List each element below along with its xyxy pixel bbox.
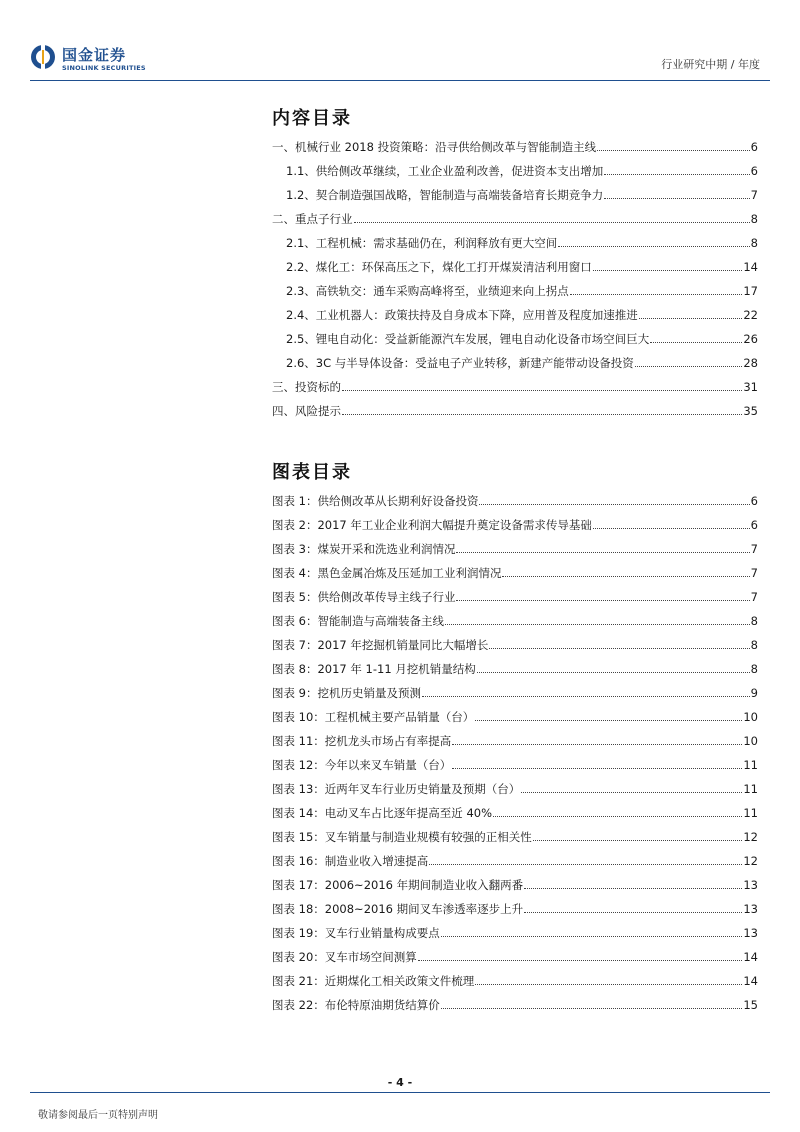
dot-leader [441, 1008, 743, 1009]
page-header [0, 0, 800, 84]
entry-title: 图表 21：近期煤化工相关政策文件梳理 [272, 974, 475, 988]
dot-leader [533, 840, 743, 841]
entry-page: 26 [743, 332, 758, 346]
entry-page: 11 [743, 806, 758, 820]
figure-entry[interactable] [272, 868, 758, 892]
entry-title: 1.1、供给侧改革继续，工业企业盈利改善，促进资本支出增加 [286, 164, 604, 178]
figure-entry[interactable] [272, 964, 758, 988]
entry-page: 14 [743, 974, 758, 988]
entry-title: 图表 8：2017 年 1-11 月挖机销量结构 [272, 662, 476, 676]
footer-divider [30, 1092, 770, 1093]
entry-page: 6 [750, 140, 758, 154]
dot-leader [418, 960, 743, 961]
entry-title: 四、风险提示 [272, 404, 341, 418]
entry-title: 2.6、3C 与半导体设备：受益电子产业转移，新建产能带动设备投资 [286, 356, 634, 370]
dot-leader [521, 792, 742, 793]
dot-leader [479, 504, 749, 505]
entry-page: 12 [743, 854, 758, 868]
figure-entry[interactable] [272, 844, 758, 868]
entry-page: 22 [743, 308, 758, 322]
entry-title: 图表 3：煤炭开采和洗选业利润情况 [272, 542, 456, 556]
entry-title: 2.4、工业机器人：政策扶持及自身成本下降，应用普及程度加速推进 [286, 308, 638, 322]
dot-leader [441, 936, 743, 937]
entry-title: 图表 14：电动叉车占比逐年提高至近 40% [272, 806, 493, 820]
entry-page: 13 [743, 902, 758, 916]
figure-entry[interactable] [272, 508, 758, 532]
entry-page: 7 [750, 566, 758, 580]
entry-title: 图表 1：供给侧改革从长期利好设备投资 [272, 494, 479, 508]
entry-title: 图表 9：挖机历史销量及预测 [272, 686, 421, 700]
contents-entry[interactable] [272, 154, 758, 178]
entry-title: 图表 7：2017 年挖掘机销量同比大幅增长 [272, 638, 489, 652]
entry-title: 图表 4：黑色金属冶炼及压延加工业利润情况 [272, 566, 502, 580]
entry-title: 图表 20：叉车市场空间测算 [272, 950, 417, 964]
entry-page: 10 [743, 734, 758, 748]
entry-title: 图表 18：2008~2016 期间叉车渗透率逐步上升 [272, 902, 524, 916]
figure-entry[interactable] [272, 556, 758, 580]
entry-page: 6 [750, 164, 758, 178]
dot-leader [635, 366, 743, 367]
figure-entry[interactable] [272, 916, 758, 940]
dot-leader [475, 984, 742, 985]
entry-page: 31 [743, 380, 758, 394]
figure-entry[interactable] [272, 532, 758, 556]
contents-entry[interactable] [272, 202, 758, 226]
entry-page: 28 [743, 356, 758, 370]
entry-title: 一、机械行业 2018 投资策略：沿寻供给侧改革与智能制造主线 [272, 140, 597, 154]
entry-page: 6 [750, 494, 758, 508]
figure-entry[interactable] [272, 748, 758, 772]
figure-entry[interactable] [272, 580, 758, 604]
entry-page: 12 [743, 830, 758, 844]
sinolink-logo-icon [30, 44, 56, 70]
entry-page: 14 [743, 950, 758, 964]
entry-page: 13 [743, 878, 758, 892]
entry-title: 图表 13：近两年叉车行业历史销量及预期（台） [272, 782, 521, 796]
dot-leader [452, 744, 742, 745]
figure-entry[interactable] [272, 988, 758, 1012]
contents-entry[interactable] [272, 322, 758, 346]
entry-page: 8 [750, 614, 758, 628]
figure-entry[interactable] [272, 652, 758, 676]
contents-title: 内容目录 [272, 108, 352, 129]
contents-entry[interactable] [272, 370, 758, 394]
entry-title: 2.1、工程机械：需求基础仍在，利润释放有更大空间 [286, 236, 558, 250]
dot-leader [477, 672, 750, 673]
entry-title: 二、重点子行业 [272, 212, 353, 226]
figure-entry[interactable] [272, 772, 758, 796]
figure-entry[interactable] [272, 820, 758, 844]
dot-leader [604, 174, 749, 175]
figure-entry[interactable] [272, 604, 758, 628]
dot-leader [456, 552, 749, 553]
entry-page: 7 [750, 542, 758, 556]
entry-title: 1.2、契合制造强国战略，智能制造与高端装备培育长期竞争力 [286, 188, 604, 202]
entry-page: 10 [743, 710, 758, 724]
disclaimer-note: 敬请参阅最后一页特别声明 [38, 1110, 158, 1121]
contents-entry[interactable] [272, 274, 758, 298]
entry-page: 11 [743, 758, 758, 772]
contents-entry[interactable] [272, 394, 758, 418]
entry-title: 2.3、高铁轨交：通车采购高峰将至，业绩迎来向上拐点 [286, 284, 569, 298]
report-type: 行业研究中期 / 年度 [661, 58, 760, 71]
entry-title: 图表 15：叉车销量与制造业规模有较强的正相关性 [272, 830, 532, 844]
dot-leader [593, 270, 743, 271]
entry-page: 8 [750, 662, 758, 676]
figure-entry[interactable] [272, 796, 758, 820]
entry-page: 7 [750, 188, 758, 202]
dot-leader [456, 600, 749, 601]
entry-title: 三、投资标的 [272, 380, 341, 394]
entry-page: 15 [743, 998, 758, 1012]
entry-title: 图表 11：挖机龙头市场占有率提高 [272, 734, 452, 748]
contents-entry[interactable] [272, 178, 758, 202]
dot-leader [524, 888, 742, 889]
contents-entry[interactable] [272, 250, 758, 274]
dot-leader [604, 198, 749, 199]
dot-leader [489, 648, 749, 649]
entry-page: 9 [750, 686, 758, 700]
dot-leader [354, 222, 750, 223]
dot-leader [342, 414, 742, 415]
dot-leader [502, 576, 749, 577]
figure-entry[interactable] [272, 724, 758, 748]
dot-leader [429, 864, 742, 865]
figure-entry[interactable] [272, 484, 758, 508]
entry-title: 图表 12：今年以来叉车销量（台） [272, 758, 452, 772]
logo-english-name: SINOLINK SECURITIES [62, 64, 146, 72]
dot-leader [445, 624, 750, 625]
entry-page: 11 [743, 782, 758, 796]
entry-title: 图表 5：供给侧改革传导主线子行业 [272, 590, 456, 604]
entry-page: 17 [743, 284, 758, 298]
entry-title: 图表 10：工程机械主要产品销量（台） [272, 710, 475, 724]
dot-leader [493, 816, 742, 817]
entry-page: 7 [750, 590, 758, 604]
dot-leader [593, 528, 750, 529]
entry-title: 图表 22：布伦特原油期货结算价 [272, 998, 440, 1012]
entry-page: 8 [750, 638, 758, 652]
dot-leader [558, 246, 749, 247]
entry-title: 图表 19：叉车行业销量构成要点 [272, 926, 440, 940]
contents-entry[interactable] [272, 346, 758, 370]
dot-leader [570, 294, 743, 295]
entry-title: 2.2、煤化工：环保高压之下，煤化工打开煤炭清洁利用窗口 [286, 260, 592, 274]
company-logo [30, 44, 150, 76]
figure-entry[interactable] [272, 940, 758, 964]
dot-leader [475, 720, 742, 721]
figures-title: 图表目录 [272, 462, 352, 483]
dot-leader [422, 696, 750, 697]
entry-page: 6 [750, 518, 758, 532]
entry-page: 13 [743, 926, 758, 940]
figure-entry[interactable] [272, 676, 758, 700]
figures-list [272, 484, 758, 1012]
dot-leader [452, 768, 742, 769]
logo-chinese-name: 国金证券 [62, 46, 127, 64]
figure-entry[interactable] [272, 892, 758, 916]
dot-leader [342, 390, 742, 391]
header-divider [30, 80, 770, 81]
dot-leader [524, 912, 742, 913]
contents-entry[interactable] [272, 130, 758, 154]
entry-page: 8 [750, 236, 758, 250]
contents-entry[interactable] [272, 298, 758, 322]
entry-page: 8 [750, 212, 758, 226]
entry-title: 图表 6：智能制造与高端装备主线 [272, 614, 444, 628]
entry-page: 35 [743, 404, 758, 418]
entry-title: 2.5、锂电自动化：受益新能源汽车发展，锂电自动化设备市场空间巨大 [286, 332, 650, 346]
entry-page: 14 [743, 260, 758, 274]
contents-entry[interactable] [272, 226, 758, 250]
dot-leader [650, 342, 742, 343]
dot-leader [597, 150, 750, 151]
entry-title: 图表 16：制造业收入增速提高 [272, 854, 429, 868]
entry-title: 图表 2：2017 年工业企业利润大幅提升奠定设备需求传导基础 [272, 518, 592, 532]
entry-title: 图表 17：2006~2016 年期间制造业收入翻两番 [272, 878, 524, 892]
figure-entry[interactable] [272, 628, 758, 652]
page-number: - 4 - [387, 1076, 413, 1089]
dot-leader [639, 318, 743, 319]
contents-list [272, 130, 758, 418]
figure-entry[interactable] [272, 700, 758, 724]
